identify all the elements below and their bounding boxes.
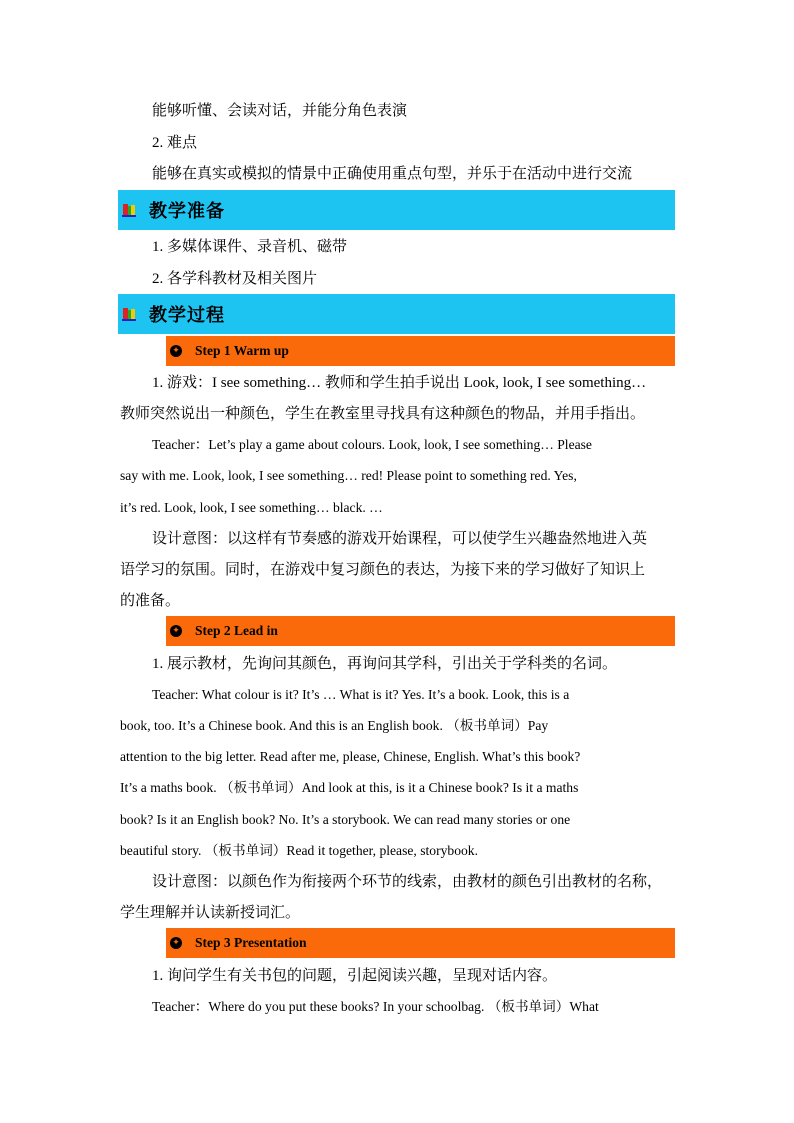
section-bar-prep: [118, 190, 675, 230]
step-bar-3: [166, 928, 675, 958]
text-line: 1. 展示教材，先询问其颜色，再询问其学科，引出关于学科类的名词。: [152, 656, 618, 672]
text-line: attention to the big letter. Read after me, please, Chinese, English. What’s this book?: [120, 749, 581, 764]
text-line: book, too. It’s a Chinese book. And this is an English book. （板书单词）Pay: [120, 718, 549, 733]
text-line: Teacher：Let’s play a game about colours. Look, look, I see something… Please: [152, 437, 592, 452]
step-bar-2: [166, 616, 675, 646]
book-stack-icon: [122, 307, 136, 321]
star-bullet-icon: ✦: [170, 345, 182, 357]
text-line: Teacher: What colour is it? It’s … What is it? Yes. It’s a book. Look, this is a: [152, 687, 570, 702]
text-line: it’s red. Look, look, I see something… black. …: [120, 500, 383, 515]
text-line: 的准备。: [120, 593, 181, 609]
text-line: 1. 询问学生有关书包的问题，引起阅读兴趣，呈现对话内容。: [152, 968, 558, 984]
text-line: Teacher：Where do you put these books? In your schoolbag. （板书单词）What: [152, 999, 599, 1014]
step-title: Step 2 Lead in: [195, 623, 278, 638]
text-line: 设计意图：以颜色作为衔接两个环节的线索，由教材的颜色引出教材的名称，: [152, 874, 663, 890]
star-bullet-icon: ✦: [170, 625, 182, 637]
text-line: 1. 游戏：I see something… 教师和学生拍手说出 Look, look, I see something…: [152, 375, 647, 391]
text-line: say with me. Look, look, I see something… red! Please point to something red. Yes,: [120, 468, 577, 483]
text-line: 能够听懂、会读对话，并能分角色表演: [152, 103, 408, 119]
step-bar-1: [166, 336, 675, 366]
text-line: 2. 各学科教材及相关图片: [152, 271, 318, 287]
step-title: Step 3 Presentation: [195, 935, 307, 950]
text-line: 设计意图：以这样有节奏感的游戏开始课程，可以使学生兴趣盎然地进入英: [152, 531, 648, 547]
text-line: 2. 难点: [152, 135, 198, 151]
text-line: beautiful story. （板书单词）Read it together, please, storybook.: [120, 843, 478, 858]
text-line: 学生理解并认读新授词汇。: [120, 905, 301, 921]
section-title: 教学准备: [149, 201, 225, 222]
text-line: 1. 多媒体课件、录音机、磁带: [152, 239, 348, 255]
text-line: It’s a maths book. （板书单词）And look at this, is it a Chinese book? Is it a maths: [120, 780, 579, 795]
text-line: 语学习的氛围。同时，在游戏中复习颜色的表达，为接下来的学习做好了知识上: [120, 562, 646, 578]
star-bullet-icon: ✦: [170, 937, 182, 949]
section-title: 教学过程: [149, 305, 225, 326]
text-line: 教师突然说出一种颜色，学生在教室里寻找具有这种颜色的物品，并用手指出。: [120, 406, 646, 422]
section-bar-process: [118, 294, 675, 334]
text-line: 能够在真实或模拟的情景中正确使用重点句型，并乐于在活动中进行交流: [152, 166, 633, 182]
step-title: Step 1 Warm up: [195, 343, 289, 358]
book-stack-icon: [122, 203, 136, 217]
text-line: book? Is it an English book? No. It’s a storybook. We can read many stories or one: [120, 812, 571, 827]
